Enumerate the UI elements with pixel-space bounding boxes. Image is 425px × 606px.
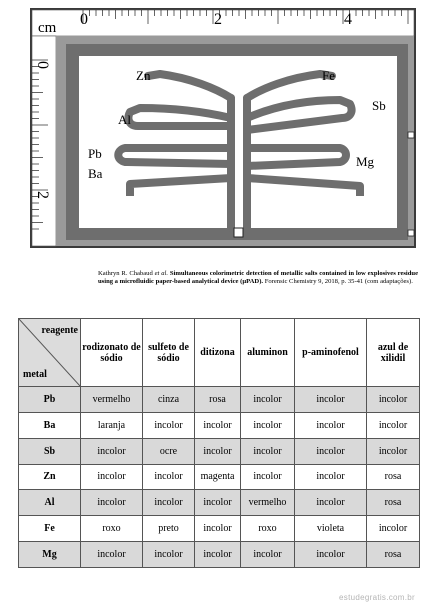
ruler-unit-label: cm (38, 20, 57, 36)
watermark: estudegratis.com.br (339, 593, 415, 602)
ruler-left-label-0: 0 (34, 61, 51, 69)
col-header-sulfeto: sulfeto de sódio (143, 319, 195, 387)
row-metal: Fe (19, 516, 81, 542)
col-header-ditizona: ditizona (195, 319, 241, 387)
label-mg: Mg (356, 154, 375, 169)
table-row (19, 516, 420, 542)
table-cell: laranja (81, 412, 143, 438)
table-cell: incolor (195, 490, 241, 516)
table-cell: incolor (295, 412, 367, 438)
table-cell: rosa (367, 490, 420, 516)
table-cell: incolor (241, 542, 295, 568)
caption-etal: et al. (154, 270, 168, 277)
ruler-top-label-4: 4 (344, 11, 352, 28)
table-cell: incolor (295, 490, 367, 516)
table-cell: magenta (195, 464, 241, 490)
table-cell: incolor (367, 438, 420, 464)
table-cell: incolor (195, 438, 241, 464)
col-header-aluminon: aluminon (241, 319, 295, 387)
table-cell: incolor (295, 464, 367, 490)
sample-inlet (234, 228, 243, 237)
table-cell: vermelho (81, 387, 143, 413)
table-cell: roxo (81, 516, 143, 542)
ruler-top-label-0: 0 (80, 11, 88, 28)
table-cell: ocre (143, 438, 195, 464)
table-cell: incolor (367, 412, 420, 438)
table-cell: incolor (81, 438, 143, 464)
table-cell: incolor (295, 387, 367, 413)
table-row (19, 464, 420, 490)
table-cell: preto (143, 516, 195, 542)
table-cell: violeta (295, 516, 367, 542)
label-ba: Ba (88, 166, 103, 181)
table-cell: incolor (81, 464, 143, 490)
corner-metal-label: metal (23, 369, 47, 380)
table-corner-cell (19, 319, 81, 387)
table-cell: incolor (81, 542, 143, 568)
label-fe: Fe (322, 68, 335, 83)
label-sb: Sb (372, 98, 386, 113)
table-cell: incolor (367, 387, 420, 413)
ruler-top-label-2: 2 (214, 11, 222, 28)
figure-caption (98, 270, 418, 286)
table-cell: incolor (143, 490, 195, 516)
device-figure (30, 8, 416, 248)
label-zn: Zn (136, 68, 151, 83)
table-cell: roxo (241, 516, 295, 542)
table-cell: incolor (195, 516, 241, 542)
table-cell: incolor (143, 412, 195, 438)
col-header-p-aminofenol: p-aminofenol (295, 319, 367, 387)
row-metal: Ba (19, 412, 81, 438)
table-row (19, 490, 420, 516)
row-metal: Sb (19, 438, 81, 464)
row-metal: Al (19, 490, 81, 516)
reagent-table (18, 318, 420, 568)
table-cell: vermelho (241, 490, 295, 516)
corner-reagent-label: reagente (41, 325, 78, 336)
table-cell: incolor (195, 542, 241, 568)
table-cell: incolor (195, 412, 241, 438)
table-cell: rosa (367, 464, 420, 490)
table-cell: incolor (295, 542, 367, 568)
table-cell: incolor (367, 516, 420, 542)
row-metal: Mg (19, 542, 81, 568)
table-cell: incolor (143, 464, 195, 490)
table-cell: incolor (143, 542, 195, 568)
table-cell: incolor (241, 412, 295, 438)
col-header-azul-de-xilidil: azul de xilidil (367, 319, 420, 387)
caption-source: Forensic Chemistry 9, 2018, p. 35-41 (com adaptações). (264, 278, 413, 286)
caption-title: Simultaneous colorimetric detection of metallic salts contained in low explosives residue using a microfluidic paper-based analytical device (µPAD). (98, 270, 419, 286)
table-cell: cinza (143, 387, 195, 413)
table-row (19, 412, 420, 438)
table-cell: incolor (241, 387, 295, 413)
table-cell: rosa (367, 542, 420, 568)
table-cell: incolor (295, 438, 367, 464)
table-cell: incolor (81, 490, 143, 516)
caption-authors: Kathryn R. Chabaud (98, 270, 153, 277)
table-row (19, 387, 420, 413)
label-pb: Pb (88, 146, 102, 161)
col-header-rodizonato: rodizonato de sódio (81, 319, 143, 387)
table-cell: incolor (241, 464, 295, 490)
table-header-row (19, 319, 420, 387)
row-metal: Zn (19, 464, 81, 490)
table-row (19, 542, 420, 568)
table-row (19, 438, 420, 464)
row-metal: Pb (19, 387, 81, 413)
table-cell: rosa (195, 387, 241, 413)
ruler-left-label-2: 2 (34, 191, 51, 199)
table-cell: incolor (241, 438, 295, 464)
label-al: Al (118, 112, 131, 127)
